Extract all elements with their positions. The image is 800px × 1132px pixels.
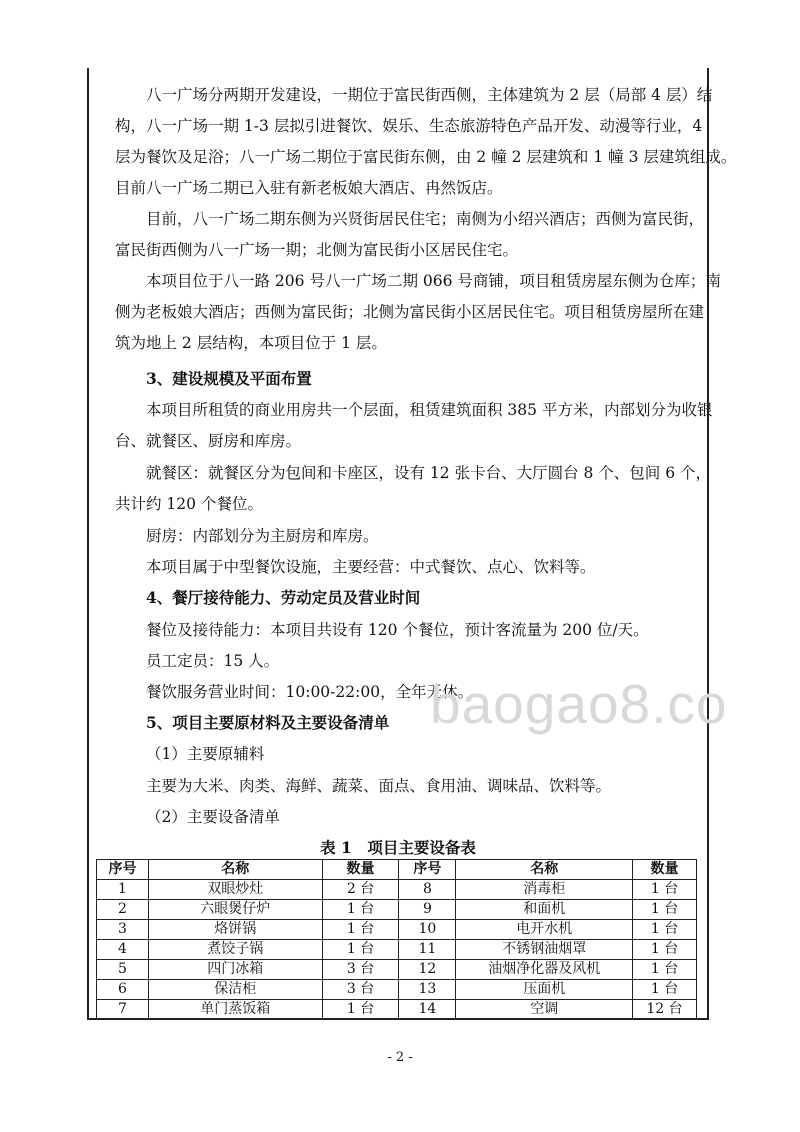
table-cell: 1 台 bbox=[633, 920, 697, 940]
table-cell: 14 bbox=[399, 1000, 456, 1020]
document-frame bbox=[87, 68, 737, 1020]
table-cell: 油烟净化器及风机 bbox=[456, 960, 633, 980]
table-cell: 2 bbox=[97, 900, 149, 920]
table-cell: 电开水机 bbox=[456, 920, 633, 940]
paragraph-line: 本项目属于中型餐饮设施，主要经营：中式餐饮、点心、饮料等。 bbox=[146, 558, 596, 576]
table-row bbox=[97, 1000, 697, 1020]
table-row bbox=[97, 940, 697, 960]
table-cell: 空调 bbox=[456, 1000, 633, 1020]
paragraph-line: 构，八一广场一期 1-3 层拟引进餐饮、娱乐、生态旅游特色产品开发、动漫等行业，4 bbox=[115, 117, 703, 135]
table-cell: 3 台 bbox=[322, 980, 399, 1000]
table-row bbox=[97, 920, 697, 940]
table-cell: 5 bbox=[97, 960, 149, 980]
paragraph-line: 八一广场分两期开发建设，一期位于富民街西侧，主体建筑为 2 层（局部 4 层）结 bbox=[146, 86, 713, 104]
table-cell: 8 bbox=[399, 880, 456, 900]
table-title: 表 1 项目主要设备表 bbox=[320, 838, 476, 857]
table-row bbox=[97, 900, 697, 920]
table-cell: 压面机 bbox=[456, 980, 633, 1000]
table-row bbox=[97, 980, 697, 1000]
table-cell: 1 台 bbox=[633, 980, 697, 1000]
paragraph-line: 共计约 120 个餐位。 bbox=[115, 495, 263, 513]
table-row bbox=[97, 880, 697, 900]
table-cell: 1 台 bbox=[633, 960, 697, 980]
paragraph-line: （2）主要设备清单 bbox=[146, 808, 280, 826]
paragraph-line: 侧为老板娘大酒店；西侧为富民街；北侧为富民街小区居民住宅。项目租赁房屋所在建 bbox=[115, 303, 705, 321]
paragraph-line: 目前，八一广场二期东侧为兴贤街居民住宅；南侧为小绍兴酒店；西侧为富民街， bbox=[146, 210, 705, 228]
table-cell: 1 台 bbox=[633, 880, 697, 900]
table-cell: 4 bbox=[97, 940, 149, 960]
table-cell: 六眼煲仔炉 bbox=[148, 900, 322, 920]
table-cell: 四门冰箱 bbox=[148, 960, 322, 980]
paragraph-line: 餐位及接待能力：本项目共设有 120 个餐位，预计客流量为 200 位/天。 bbox=[146, 621, 649, 639]
table-cell: 1 台 bbox=[322, 1000, 399, 1020]
table-cell: 1 台 bbox=[633, 940, 697, 960]
table-cell: 1 台 bbox=[633, 900, 697, 920]
equipment-table bbox=[96, 859, 697, 1020]
table-cell: 3 bbox=[97, 920, 149, 940]
paragraph-line: 层为餐饮及足浴；八一广场二期位于富民街东侧，由 2 幢 2 层建筑和 1 幢 3 层建筑组成。 bbox=[115, 148, 737, 166]
table-cell: 单门蒸饭箱 bbox=[148, 1000, 322, 1020]
table-cell: 1 台 bbox=[322, 900, 399, 920]
paragraph-line: 台、就餐区、厨房和库房。 bbox=[115, 432, 302, 450]
paragraph-line: （1）主要原辅料 bbox=[146, 745, 265, 763]
paragraph-line: 员工定员：15 人。 bbox=[146, 652, 280, 670]
table-cell: 12 bbox=[399, 960, 456, 980]
page-number: - 2 - bbox=[387, 1050, 413, 1065]
paragraph-line: 目前八一广场二期已入驻有新老板娘大酒店、冉然饭店。 bbox=[115, 179, 503, 197]
watermark: baogao8.co bbox=[430, 673, 728, 735]
header-name: 名称 bbox=[148, 860, 322, 880]
table-cell: 3 台 bbox=[322, 960, 399, 980]
table-header-row bbox=[97, 860, 697, 880]
section-heading: 3、建设规模及平面布置 bbox=[146, 369, 312, 388]
paragraph-line: 就餐区：就餐区分为包间和卡座区，设有 12 张卡台、大厅圆台 8 个、包间 6 个， bbox=[146, 464, 712, 482]
section-heading: 5、项目主要原材料及主要设备清单 bbox=[146, 713, 390, 732]
table-cell: 烙饼锅 bbox=[148, 920, 322, 940]
header-quantity: 数量 bbox=[633, 860, 697, 880]
paragraph-line: 本项目所租赁的商业用房共一个层面，租赁建筑面积 385 平方米，内部划分为收银 bbox=[146, 401, 713, 419]
table-cell: 13 bbox=[399, 980, 456, 1000]
table-cell: 1 bbox=[97, 880, 149, 900]
table-cell: 煮饺子锅 bbox=[148, 940, 322, 960]
table-cell: 1 台 bbox=[322, 920, 399, 940]
section-heading: 4、餐厅接待能力、劳动定员及营业时间 bbox=[146, 588, 421, 607]
table-cell: 12 台 bbox=[633, 1000, 697, 1020]
table-row bbox=[97, 960, 697, 980]
table-cell: 1 台 bbox=[322, 940, 399, 960]
table-cell: 10 bbox=[399, 920, 456, 940]
table-cell: 6 bbox=[97, 980, 149, 1000]
header-serial: 序号 bbox=[399, 860, 456, 880]
paragraph-line: 主要为大米、肉类、海鲜、蔬菜、面点、食用油、调味品、饮料等。 bbox=[146, 777, 612, 795]
table-cell: 不锈钢油烟罩 bbox=[456, 940, 633, 960]
table-cell: 9 bbox=[399, 900, 456, 920]
table-cell: 双眼炒灶 bbox=[148, 880, 322, 900]
paragraph-line: 餐饮服务营业时间：10:00-22:00，全年无休。 bbox=[146, 683, 474, 701]
table-cell: 2 台 bbox=[322, 880, 399, 900]
table-cell: 消毒柜 bbox=[456, 880, 633, 900]
header-serial: 序号 bbox=[97, 860, 149, 880]
header-name: 名称 bbox=[456, 860, 633, 880]
paragraph-line: 本项目位于八一路 206 号八一广场二期 066 号商铺，项目租赁房屋东侧为仓库；南 bbox=[146, 272, 721, 290]
paragraph-line: 筑为地上 2 层结构，本项目位于 1 层。 bbox=[115, 334, 387, 352]
paragraph-line: 富民街西侧为八一广场一期；北侧为富民街小区居民住宅。 bbox=[115, 241, 519, 259]
header-quantity: 数量 bbox=[322, 860, 399, 880]
table-cell: 11 bbox=[399, 940, 456, 960]
table-cell: 7 bbox=[97, 1000, 149, 1020]
table-cell: 和面机 bbox=[456, 900, 633, 920]
table-cell: 保洁柜 bbox=[148, 980, 322, 1000]
paragraph-line: 厨房：内部划分为主厨房和库房。 bbox=[146, 527, 379, 545]
